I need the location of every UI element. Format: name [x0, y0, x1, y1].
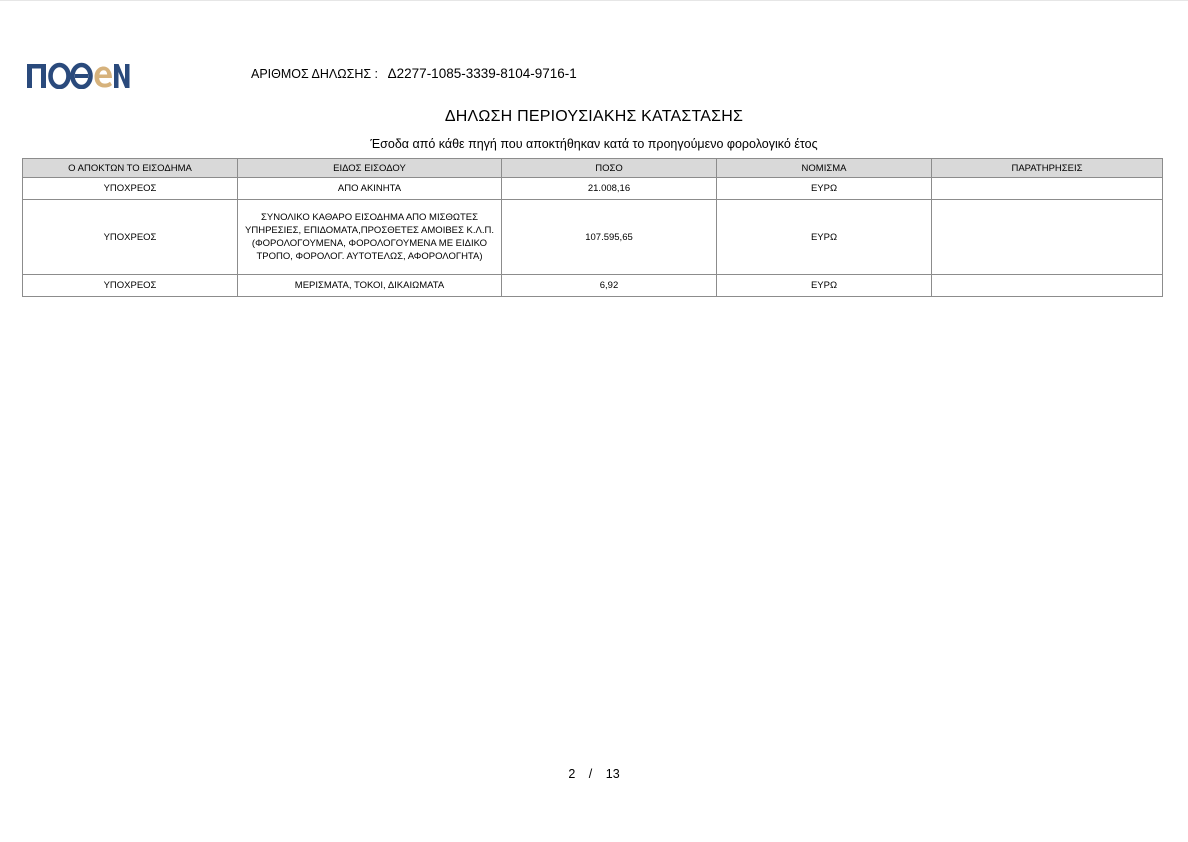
- recipient-cell: ΥΠΟΧΡΕΟΣ: [23, 200, 238, 275]
- page-separator: /: [588, 767, 593, 781]
- income-type-cell: ΑΠΟ ΑΚΙΝΗΤΑ: [238, 178, 502, 200]
- table-row: [23, 275, 1163, 297]
- column-header-recipient: Ο ΑΠΟΚΤΩΝ ΤΟ ΕΙΣΟΔΗΜΑ: [23, 159, 238, 178]
- remarks-cell: [932, 178, 1163, 200]
- column-header-income-type: ΕΙΔΟΣ ΕΙΣΟΔΟΥ: [238, 159, 502, 178]
- currency-cell: ΕΥΡΩ: [717, 178, 932, 200]
- page-total: 13: [605, 767, 620, 781]
- declaration-number-label: ΑΡΙΘΜΟΣ ΔΗΛΩΣΗΣ :: [251, 67, 379, 81]
- table-header-row: [23, 159, 1163, 178]
- currency-cell: ΕΥΡΩ: [717, 275, 932, 297]
- declaration-number-line: [251, 66, 577, 81]
- page-current: 2: [568, 767, 576, 781]
- pothen-logo: [26, 61, 130, 89]
- table-row: [23, 178, 1163, 200]
- recipient-cell: ΥΠΟΧΡΕΟΣ: [23, 178, 238, 200]
- recipient-cell: ΥΠΟΧΡΕΟΣ: [23, 275, 238, 297]
- document-subtitle: Έσοδα από κάθε πηγή που αποκτήθηκαν κατά το προηγούμενο φορολογικό έτος: [370, 137, 818, 151]
- amount-cell: 6,92: [502, 275, 717, 297]
- column-header-amount: ΠΟΣΟ: [502, 159, 717, 178]
- remarks-cell: [932, 275, 1163, 297]
- declaration-number-value: Δ2277-1085-3339-8104-9716-1: [387, 66, 577, 81]
- document-title: ΔΗΛΩΣΗ ΠΕΡΙΟΥΣΙΑΚΗΣ ΚΑΤΑΣΤΑΣΗΣ: [444, 108, 744, 125]
- column-header-remarks: ΠΑΡΑΤΗΡΗΣΕΙΣ: [932, 159, 1163, 178]
- amount-cell: 21.008,16: [502, 178, 717, 200]
- currency-cell: ΕΥΡΩ: [717, 200, 932, 275]
- table-row: [23, 200, 1163, 275]
- amount-cell: 107.595,65: [502, 200, 717, 275]
- income-type-cell: ΜΕΡΙΣΜΑΤΑ, ΤΟΚΟΙ, ΔΙΚΑΙΩΜΑΤΑ: [238, 275, 502, 297]
- column-header-currency: ΝΟΜΙΣΜΑ: [717, 159, 932, 178]
- income-table: [22, 158, 1163, 297]
- remarks-cell: [932, 200, 1163, 275]
- income-type-cell: ΣΥΝΟΛΙΚΟ ΚΑΘΑΡΟ ΕΙΣΟΔΗΜΑ ΑΠΟ ΜΙΣΘΩΤΕΣ ΥΠΗΡΕΣΙΕΣ, ΕΠΙΔΟΜΑΤΑ,ΠΡΟΣΘΕΤΕΣ ΑΜΟΙΒΕΣ Κ.Λ.Π.(ΦΟΡΟΛΟΓΟΥΜΕΝΑ, ΦΟΡΟΛΟΓΟΥΜΕΝΑ ΜΕ ΕΙΔΙΚΟ ΤΡΟΠΟ, ΦΟΡΟΛΟΓ. ΑΥΤΟΤΕΛΩΣ, ΑΦΟΡΟΛΟΓΗΤΑ): [238, 200, 502, 275]
- top-rule: [0, 0, 1188, 1]
- page-number: [0, 767, 1188, 781]
